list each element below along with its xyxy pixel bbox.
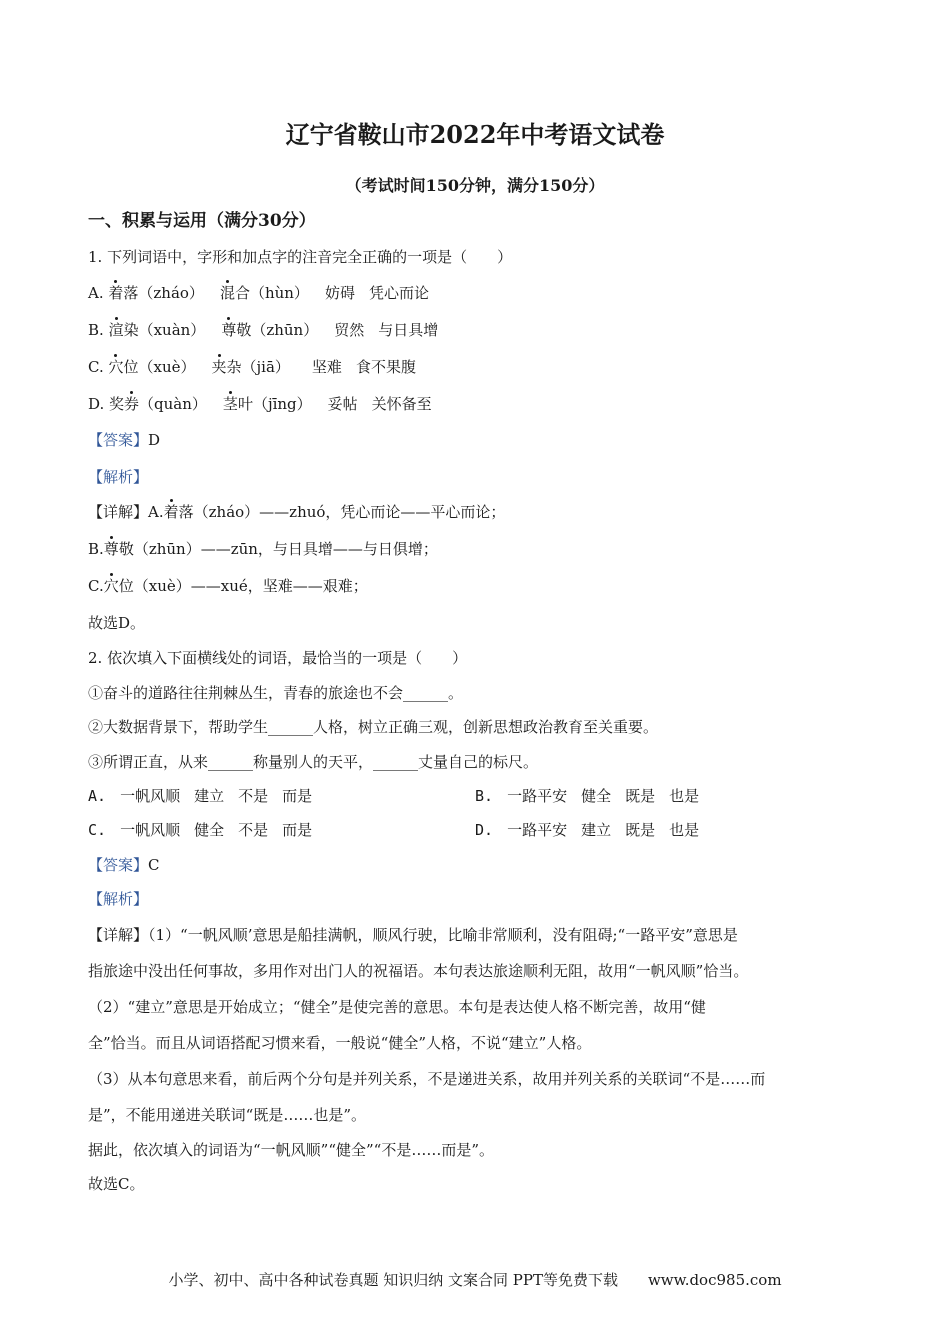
q2-option-d: D. 一路平安 建立 既是 也是: [475, 821, 700, 839]
dotted-char: 穴: [108, 358, 124, 376]
detail-tag: 【详解】: [88, 503, 149, 521]
option-word2: 茎叶（jīng）: [222, 395, 312, 413]
option-word3: 坚难: [311, 358, 342, 376]
option-prefix: D. 奖: [88, 395, 125, 413]
section-title: 一、积累与运用（满分30分）: [88, 211, 316, 231]
exam-title: 辽宁省鞍山市2022年中考语文试卷: [285, 120, 665, 149]
dotted-char: 着: [163, 503, 179, 521]
option-word-rest: （quàn）: [139, 395, 207, 413]
page-footer: 小学、初中、高中各种试卷真题 知识归纳 文案合同 PPT等免费下载 www.doc985.com: [168, 1271, 782, 1289]
q1-analysis-tag: 【解析】: [88, 468, 149, 486]
option-word4: 食不果腹: [355, 358, 416, 376]
dotted-char: 渲: [108, 321, 124, 339]
q2-options-row-1: [88, 786, 700, 806]
answer-value: D: [148, 431, 161, 449]
q2-sentence-2: ②大数据背景下，帮助学生______人格，树立正确三观，创新思想政治教育至关重要。: [88, 718, 659, 736]
q2-options-row-2: [88, 820, 700, 840]
option-word2: 混合（hùn）: [219, 284, 309, 302]
q2-option-c: C. 一帆风顺 健全 不是 而是: [88, 821, 313, 839]
q1-detail-c: C.穴位（xuè）——xué，坚难——艰难；: [88, 577, 368, 595]
q2-sentence-3: ③所谓正直，从来______称量别人的天平，______丈量自己的标尺。: [88, 753, 539, 771]
q2-conclusion: 故选C。: [88, 1175, 145, 1193]
detail-tag: 【详解】: [88, 926, 149, 944]
q2-answer: [88, 855, 160, 875]
option-prefix: B.: [88, 321, 109, 339]
q2-detail-1b: 指旅途中没出任何事故，多用作对出门人的祝福语。本句表达旅途顺利无阻，故用“一帆风顺”恰当。: [88, 962, 749, 980]
option-word-rest: 染（xuàn）: [123, 321, 206, 339]
q2-analysis-tag: 【解析】: [88, 890, 149, 908]
option-word4: 凭心而论: [368, 284, 429, 302]
q2-detail-3a: （3）从本句意思来看，前后两个分句是并列关系，不是递进关系，故用并列关系的关联词“不是……而: [88, 1070, 766, 1088]
dotted-char: 着: [108, 284, 124, 302]
option-word2: 尊敬（zhūn）: [221, 321, 319, 339]
q1-detail-b: B.尊敬（zhūn）——zūn，与日具增——与日俱增；: [88, 540, 438, 558]
option-word3: 妨碍: [324, 284, 355, 302]
option-word4: 关怀备至: [371, 395, 432, 413]
q2-option-b: B. 一路平安 健全 既是 也是: [475, 787, 700, 805]
q1-option-b: [88, 320, 438, 340]
q2-detail-3b: 是”，不能用递进关联词“既是……也是”。: [88, 1106, 367, 1124]
option-word-rest: 落（zháo）: [123, 284, 204, 302]
answer-value: C: [148, 856, 160, 874]
q1-stem: 1. 下列词语中，字形和加点字的注音完全正确的一项是（ ）: [88, 248, 513, 266]
dotted-char: 券: [124, 395, 140, 413]
q2-detail-1a: 【详解】（1）“一帆风顺’意思是船挂满帆，顺风行驶，比喻非常顺利，没有阻碍;“一路平安”意思是: [88, 926, 738, 944]
q2-detail-2b: 全”恰当。而且从词语搭配习惯来看，一般说“健全”人格，不说“建立”人格。: [88, 1034, 592, 1052]
q2-option-a: A. 一帆风顺 建立 不是 而是: [88, 787, 313, 805]
option-word3: 妥帖: [327, 395, 358, 413]
option-prefix: C.: [88, 358, 109, 376]
answer-tag: 【答案】: [88, 431, 149, 449]
q1-option-a: [88, 283, 429, 303]
q2-detail-2a: （2）“建立”意思是开始成立；“健全”是使完善的意思。本句是表达使人格不断完善，故用“健: [88, 998, 706, 1016]
q1-option-c: [88, 357, 416, 377]
option-word4: 与日具增: [378, 321, 439, 339]
q1-option-d: [88, 394, 432, 414]
dotted-char: 尊: [103, 540, 119, 558]
q2-stem: 2. 依次填入下面横线处的词语，最恰当的一项是（ ）: [88, 649, 468, 667]
q2-sentence-1: ①奋斗的道路往往荆棘丛生，青春的旅途也不会______。: [88, 684, 464, 702]
option-word-rest: 位（xuè）: [123, 358, 196, 376]
q1-answer: [88, 430, 160, 450]
option-prefix: A.: [88, 284, 109, 302]
q1-conclusion: 故选D。: [88, 614, 146, 632]
option-word2: 夹杂（jiā）: [211, 358, 290, 376]
q1-detail-a: 【详解】A.着落（zháo）——zhuó，凭心而论——平心而论；: [88, 503, 506, 521]
exam-subtitle: （考试时间150分钟，满分150分）: [345, 176, 605, 195]
answer-tag: 【答案】: [88, 856, 149, 874]
q2-detail-4: 据此，依次填入的词语为“一帆风顺”“健全”“不是……而是”。: [88, 1141, 495, 1159]
dotted-char: 穴: [103, 577, 119, 595]
option-word3: 贸然: [334, 321, 365, 339]
